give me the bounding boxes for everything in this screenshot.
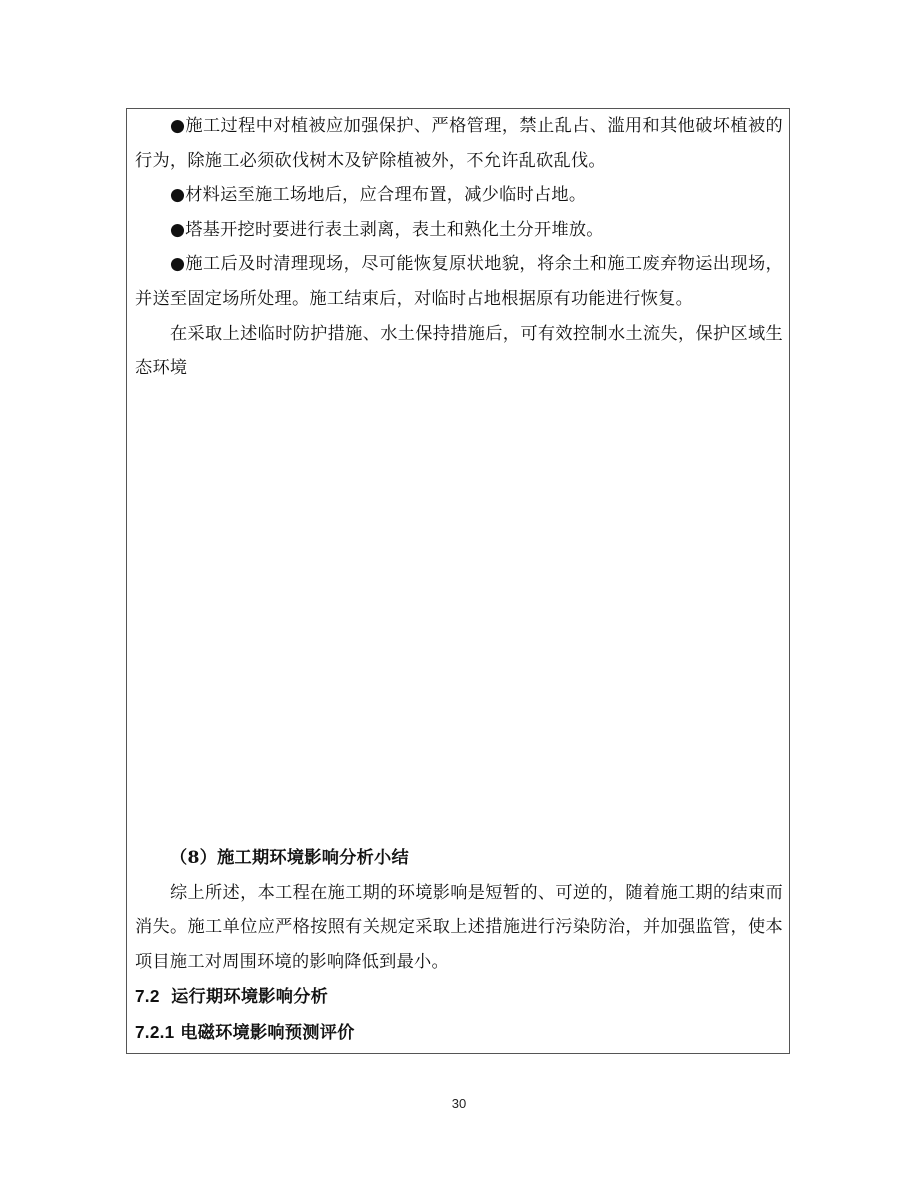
material-placement-paragraph: ●材料运至施工场地后，应合理布置，减少临时占地。 — [170, 185, 587, 206]
vegetation-protection-paragraph: ●施工过程中对植被应加强保护、严格管理，禁止乱占、滥用和其他破坏植被的行为，除施工必须砍伐树木及铲除植被外，不允许乱砍乱伐。 — [135, 116, 783, 171]
upper-text-block — [135, 109, 783, 386]
topsoil-stripping-paragraph: ●塔基开挖时要进行表土剥离，表土和熟化土分开堆放。 — [170, 219, 604, 240]
content-table-cell — [126, 108, 790, 1054]
lower-text-block — [135, 841, 783, 1051]
section-title: 电磁环境影响预测评价 — [180, 1022, 355, 1043]
section-7-2-1-heading — [135, 1015, 783, 1051]
section-number: 7.2.1 — [135, 1021, 175, 1042]
site-cleanup-paragraph: ●施工后及时清理现场，尽可能恢复原状地貌，将余土和施工废弃物运出现场，并送至固定场所处理。施工结束后，对临时占地根据原有功能进行恢复。 — [135, 254, 783, 309]
measures-conclusion-paragraph: 在采取上述临时防护措施、水土保持措施后，可有效控制水土流失，保护区域生态环境 — [135, 323, 783, 379]
section-7-2-heading — [135, 979, 783, 1015]
summary-heading: （8）施工期环境影响分析小结 — [170, 848, 409, 868]
page-number: 30 — [451, 1096, 467, 1111]
section-title: 运行期环境影响分析 — [171, 987, 329, 1008]
section-number: 7.2 — [135, 986, 160, 1007]
summary-paragraph: 综上所述，本工程在施工期的环境影响是短暂的、可逆的，随着施工期的结束而消失。施工单位应严格按照有关规定采取上述措施进行污染防治，并加强监管，使本项目施工对周围环境的影响降低到最小。 — [135, 882, 783, 972]
